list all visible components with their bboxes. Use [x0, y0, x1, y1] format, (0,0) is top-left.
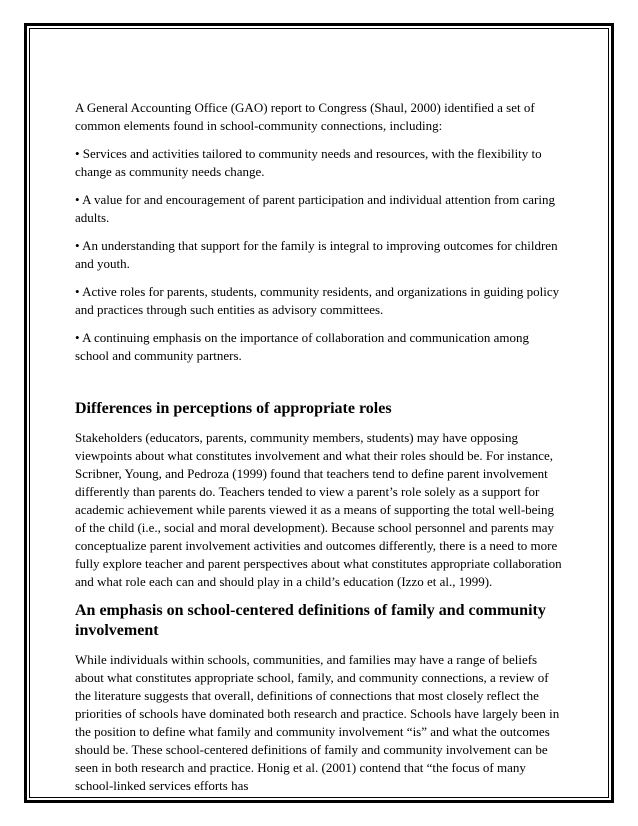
section-heading-roles: Differences in perceptions of appropriate roles: [75, 400, 392, 417]
bullet-item-4: • Active roles for parents, students, community residents, and organizations in guiding policy and practices through such entities as advisory committees.: [75, 284, 560, 317]
bullet-item-3: • An understanding that support for the family is integral to improving outcomes for children and youth.: [75, 238, 558, 271]
section-body-school-centered: While individuals within schools, communities, and families may have a range of beliefs about what constitutes appropriate school, family, and community connections, a review of the literature suggests that overall, definitions of connections that most closely reflect the priorities of schools have dominated both research and practice. Schools have largely been in the position to define what family and community involvement “is” and what the outcomes should be. These school-centered definitions of family and community involvement can be seen in both research and practice. Honig et al. (2001) contend that “the focus of many school-linked services efforts has: [75, 652, 560, 793]
bullet-item-1: • Services and activities tailored to community needs and resources, with the flexibility to change as community needs change.: [75, 146, 542, 179]
bullet-item-2: • A value for and encouragement of parent participation and individual attention from caring adults.: [75, 192, 555, 225]
intro-paragraph: A General Accounting Office (GAO) report to Congress (Shaul, 2000) identified a set of common elements found in school-community connections, including:: [75, 100, 535, 133]
document-body: [75, 99, 565, 795]
section-heading-school-centered: An emphasis on school-centered definitions of family and community involvement: [75, 602, 546, 639]
section-body-roles: Stakeholders (educators, parents, community members, students) may have opposing viewpoints about what constitutes involvement and what their roles should be. For instance, Scribner, Young, and Pedroza (1999) found that teachers tend to define parent involvement differently than parents do. Teachers tended to view a parent’s role solely as a support for academic achievement while parents viewed it as a means of supporting the total well-being of the child (i.e., social and moral development). Because school personnel and parents may conceptualize parent involvement activities and outcomes differently, there is a need to more fully explore teacher and parent perspectives about what constitutes appropriate collaboration and what role each can and should play in a child’s education (Izzo et al., 1999).: [75, 430, 562, 589]
bullet-item-5: • A continuing emphasis on the importance of collaboration and communication among school and community partners.: [75, 330, 530, 363]
